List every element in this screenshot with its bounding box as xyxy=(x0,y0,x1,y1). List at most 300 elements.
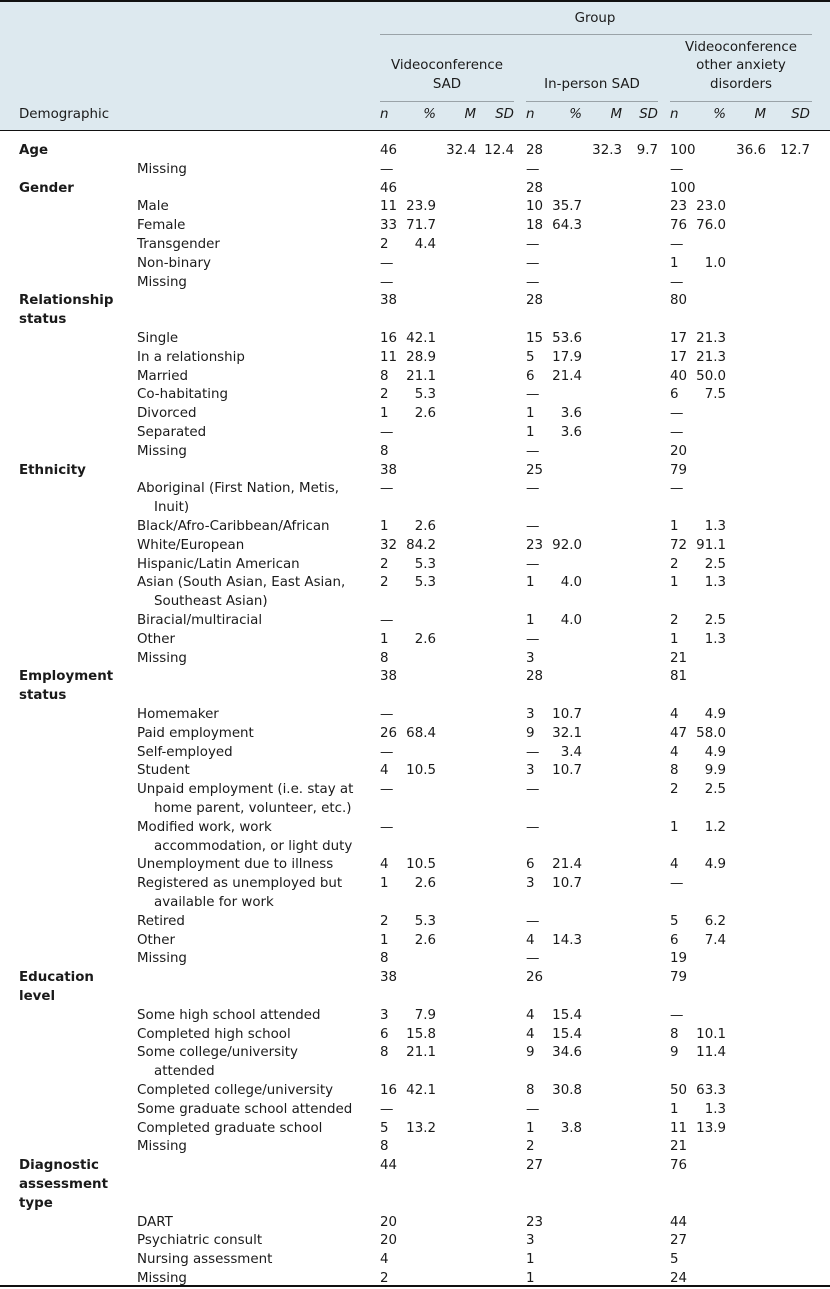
cell-value: 8 xyxy=(380,1045,389,1061)
column-header-m: M xyxy=(610,107,622,122)
cell-value: 1.3 xyxy=(704,1101,726,1117)
cell-value: 21.1 xyxy=(406,1045,436,1061)
cell-value: 21.3 xyxy=(696,349,726,365)
cell-value: 10.5 xyxy=(406,763,436,779)
cell-value: 50 xyxy=(670,1083,688,1098)
cell-value: 3.4 xyxy=(560,744,582,760)
cell-value: 23 xyxy=(526,1214,544,1230)
cell-value: 30.8 xyxy=(552,1083,582,1098)
cell-value: 2 xyxy=(380,913,389,929)
cell-value: 64.3 xyxy=(552,218,582,234)
cell-value: 2 xyxy=(670,613,679,628)
cell-value: 23 xyxy=(526,537,544,553)
cell-value: 21 xyxy=(670,1139,688,1155)
cell-value: 4 xyxy=(380,857,389,873)
group-title-line: disorders xyxy=(710,77,772,93)
column-header-pct: % xyxy=(713,107,726,122)
cell-value: 3 xyxy=(380,1007,389,1023)
cell-value: 8 xyxy=(380,951,389,967)
cell-value: 3 xyxy=(526,707,535,722)
cell-value: 5 xyxy=(670,1252,679,1268)
row-subcategory: Registered as unemployed but available for work xyxy=(137,876,343,910)
cell-value: — xyxy=(380,782,394,798)
cell-value: 2 xyxy=(526,1139,535,1155)
row-category: Relationship status xyxy=(19,293,114,328)
cell-value: 47 xyxy=(670,725,688,741)
column-header-m: M xyxy=(464,107,476,122)
cell-value: 4.9 xyxy=(704,707,726,722)
cell-value: 4 xyxy=(526,932,535,948)
bottom-rule xyxy=(0,1285,830,1287)
cell-value: 4.4 xyxy=(414,237,436,252)
cell-value: 8 xyxy=(380,368,389,384)
cell-value: 6.2 xyxy=(704,913,726,929)
cell-value: 27 xyxy=(670,1233,688,1249)
column-header-n: n xyxy=(670,107,679,122)
cell-value: 44 xyxy=(380,1158,398,1174)
group-title-line: Videoconference xyxy=(390,58,504,74)
cell-value: — xyxy=(380,481,394,497)
cell-value: 7.9 xyxy=(414,1007,436,1023)
cell-value: 1 xyxy=(670,631,679,647)
row-subcategory: Self-employed xyxy=(137,744,233,760)
cell-value: 10.7 xyxy=(552,876,582,892)
cell-value: 1 xyxy=(380,932,389,948)
group-title-line: Videoconference xyxy=(684,39,798,55)
cell-value: 1 xyxy=(526,613,535,628)
row-subcategory: Modified work, work accommodation, or light duty xyxy=(137,819,353,854)
cell-value: 46 xyxy=(380,143,398,158)
cell-value: — xyxy=(670,876,684,892)
cell-value: 32.3 xyxy=(592,143,622,158)
cell-value: — xyxy=(670,237,684,252)
cell-value: 27 xyxy=(526,1158,544,1174)
cell-value: 76.0 xyxy=(696,218,726,234)
group-title-line: other anxiety xyxy=(696,58,786,74)
cell-value: 35.7 xyxy=(552,199,582,215)
cell-value: 14.3 xyxy=(552,932,582,948)
cell-value: 11 xyxy=(670,1120,688,1136)
cell-value: 5.3 xyxy=(414,556,436,572)
row-subcategory: Black/Afro-Caribbean/African xyxy=(137,519,330,534)
cell-value: 9.7 xyxy=(636,143,658,158)
cell-value: 1 xyxy=(670,819,679,835)
cell-value: 4 xyxy=(526,1007,535,1023)
cell-value: 28 xyxy=(526,669,544,685)
cell-value: 4.9 xyxy=(704,857,726,873)
cell-value: 10.7 xyxy=(552,763,582,779)
cell-value: 28 xyxy=(526,180,544,196)
row-subcategory: Completed high school xyxy=(137,1026,291,1042)
cell-value: 76 xyxy=(670,1158,688,1174)
row-subcategory: Unemployment due to illness xyxy=(137,857,334,873)
cell-value: 5.3 xyxy=(414,913,436,929)
row-subcategory: Paid employment xyxy=(137,725,254,741)
cell-value: 38 xyxy=(380,970,398,986)
cell-value: 76 xyxy=(670,218,688,234)
cell-value: — xyxy=(526,387,540,403)
cell-value: 4.9 xyxy=(704,744,726,760)
cell-value: 1 xyxy=(526,575,535,591)
cell-value: — xyxy=(380,255,394,271)
cell-value: 5 xyxy=(526,349,535,365)
row-subcategory: Missing xyxy=(137,443,187,459)
cell-value: 12.7 xyxy=(780,143,810,158)
cell-value: 46 xyxy=(380,180,398,196)
cell-value: — xyxy=(670,481,684,497)
cell-value: 6 xyxy=(526,368,535,384)
cell-value: 9 xyxy=(526,725,535,741)
cell-value: 17 xyxy=(670,331,688,346)
row-subcategory: Married xyxy=(137,368,188,384)
cell-value: — xyxy=(526,631,540,647)
cell-value: 23.9 xyxy=(406,199,436,215)
row-subcategory: Other xyxy=(137,932,176,948)
row-subcategory: Student xyxy=(137,763,190,779)
group-underline xyxy=(380,101,514,102)
cell-value: 23 xyxy=(670,199,688,215)
row-subcategory: Separated xyxy=(137,425,207,440)
cell-value: 28.9 xyxy=(406,349,436,365)
cell-value: 8 xyxy=(526,1083,535,1098)
row-subcategory: Asian (South Asian, East Asian, Southeast Asian) xyxy=(137,575,346,610)
cell-value: 1 xyxy=(380,876,389,892)
row-subcategory: Completed college/university xyxy=(137,1083,334,1098)
cell-value: 2 xyxy=(380,575,389,591)
row-category: Age xyxy=(19,143,49,158)
cell-value: — xyxy=(526,744,540,760)
cell-value: 84.2 xyxy=(406,537,436,553)
cell-value: 4.0 xyxy=(560,575,582,591)
cell-value: 2.6 xyxy=(414,932,436,948)
cell-value: — xyxy=(380,819,394,835)
cell-value: 28 xyxy=(526,143,544,158)
row-subcategory: Transgender xyxy=(137,237,220,252)
cell-value: 3 xyxy=(526,763,535,779)
cell-value: 32 xyxy=(380,537,398,553)
row-subcategory: Aboriginal (First Nation, Metis, Inuit) xyxy=(137,481,340,516)
row-subcategory: Missing xyxy=(137,1139,187,1155)
cell-value: 26 xyxy=(526,970,544,986)
column-header-m: M xyxy=(754,107,766,122)
demographic-heading: Demographic xyxy=(19,107,110,122)
cell-value: — xyxy=(380,425,394,440)
cell-value: 4 xyxy=(380,1252,389,1268)
cell-value: 9 xyxy=(670,1045,679,1061)
row-category: Education level xyxy=(19,970,94,1004)
row-subcategory: Divorced xyxy=(137,406,197,422)
row-subcategory: Some college/university attended xyxy=(137,1045,298,1080)
cell-value: — xyxy=(526,519,540,534)
cell-value: 80 xyxy=(670,293,688,309)
cell-value: 6 xyxy=(380,1026,389,1042)
cell-value: 100 xyxy=(670,143,696,158)
cell-value: 40 xyxy=(670,368,688,384)
column-header-sd: SD xyxy=(495,107,514,122)
row-subcategory: Completed graduate school xyxy=(137,1120,323,1136)
cell-value: 20 xyxy=(380,1214,398,1230)
cell-value: 42.1 xyxy=(406,1083,436,1098)
cell-value: 33 xyxy=(380,218,398,234)
cell-value: 19 xyxy=(670,951,688,967)
cell-value: 8 xyxy=(670,1026,679,1042)
cell-value: 25 xyxy=(526,462,544,478)
cell-value: 11.4 xyxy=(696,1045,726,1061)
cell-value: 91.1 xyxy=(696,537,726,553)
cell-value: 3 xyxy=(526,650,535,666)
row-subcategory: In a relationship xyxy=(137,349,245,365)
column-header-n: n xyxy=(380,107,389,122)
cell-value: 21.4 xyxy=(552,368,582,384)
cell-value: 92.0 xyxy=(552,537,582,553)
cell-value: 1 xyxy=(526,1271,535,1286)
group-underline xyxy=(670,101,812,102)
column-header-sd: SD xyxy=(791,107,810,122)
row-subcategory: Non-binary xyxy=(137,255,211,271)
cell-value: 11 xyxy=(380,349,398,365)
row-subcategory: Some high school attended xyxy=(137,1007,321,1023)
cell-value: 1 xyxy=(380,406,389,422)
cell-value: 42.1 xyxy=(406,331,436,346)
cell-value: 1 xyxy=(380,519,389,534)
cell-value: 4 xyxy=(670,707,679,722)
cell-value: 2.6 xyxy=(414,876,436,892)
row-category: Diagnostic assessment type xyxy=(19,1158,108,1211)
cell-value: 5.3 xyxy=(414,387,436,403)
column-header-n: n xyxy=(526,107,535,122)
cell-value: 21 xyxy=(670,650,688,666)
cell-value: 21.3 xyxy=(696,331,726,346)
cell-value: — xyxy=(670,406,684,422)
cell-value: 6 xyxy=(670,932,679,948)
row-subcategory: Missing xyxy=(137,650,187,666)
column-header-sd: SD xyxy=(639,107,658,122)
row-subcategory: Homemaker xyxy=(137,707,219,722)
cell-value: — xyxy=(526,782,540,798)
cell-value: 2.5 xyxy=(704,782,726,798)
cell-value: 15.8 xyxy=(406,1026,436,1042)
cell-value: 2 xyxy=(380,237,389,252)
cell-value: 36.6 xyxy=(736,143,766,158)
cell-value: 12.4 xyxy=(484,143,514,158)
cell-value: 1 xyxy=(526,1120,535,1136)
row-subcategory: Missing xyxy=(137,1271,187,1286)
cell-value: 68.4 xyxy=(406,725,436,741)
row-subcategory: Female xyxy=(137,218,186,234)
row-subcategory: Single xyxy=(137,331,179,346)
cell-value: 11 xyxy=(380,199,398,215)
cell-value: 21.1 xyxy=(406,368,436,384)
row-subcategory: Hispanic/Latin American xyxy=(137,556,300,572)
cell-value: 4 xyxy=(670,744,679,760)
cell-value: 1 xyxy=(670,519,679,534)
cell-value: 1.0 xyxy=(704,255,726,271)
row-subcategory: DART xyxy=(137,1214,173,1230)
cell-value: — xyxy=(380,1101,394,1117)
cell-value: 5.3 xyxy=(414,575,436,591)
cell-value: 38 xyxy=(380,669,398,685)
cell-value: 1 xyxy=(670,575,679,591)
cell-value: 1 xyxy=(526,406,535,422)
cell-value: — xyxy=(526,1101,540,1117)
cell-value: — xyxy=(526,481,540,497)
cell-value: 5 xyxy=(380,1120,389,1136)
cell-value: — xyxy=(670,425,684,440)
cell-value: 3.6 xyxy=(560,406,582,422)
cell-value: 38 xyxy=(380,293,398,309)
cell-value: 1.3 xyxy=(704,575,726,591)
cell-value: 15 xyxy=(526,331,544,346)
cell-value: 2.5 xyxy=(704,613,726,628)
row-subcategory: Retired xyxy=(137,913,185,929)
cell-value: 4 xyxy=(526,1026,535,1042)
cell-value: 2 xyxy=(380,1271,389,1286)
cell-value: 16 xyxy=(380,1083,398,1098)
cell-value: 7.4 xyxy=(704,932,726,948)
cell-value: 79 xyxy=(670,970,688,986)
cell-value: 10 xyxy=(526,199,544,215)
row-subcategory: Unpaid employment (i.e. stay at home parent, volunteer, etc.) xyxy=(137,782,354,816)
cell-value: 100 xyxy=(670,180,696,196)
cell-value: 2.6 xyxy=(414,631,436,647)
cell-value: 3.6 xyxy=(560,425,582,440)
group-title-line: In-person SAD xyxy=(544,77,640,93)
cell-value: 13.2 xyxy=(406,1120,436,1136)
row-category: Employment status xyxy=(19,669,114,704)
cell-value: 34.6 xyxy=(552,1045,582,1061)
cell-value: 21.4 xyxy=(552,857,582,873)
cell-value: 44 xyxy=(670,1214,688,1230)
cell-value: 4 xyxy=(380,763,389,779)
cell-value: — xyxy=(526,819,540,835)
cell-value: 9.9 xyxy=(704,763,726,779)
cell-value: — xyxy=(670,274,684,290)
cell-value: — xyxy=(526,237,540,252)
row-subcategory: Co-habitating xyxy=(137,387,228,403)
cell-value: 16 xyxy=(380,331,398,346)
cell-value: 10.1 xyxy=(696,1026,726,1042)
cell-value: 13.9 xyxy=(696,1120,726,1136)
cell-value: 20 xyxy=(670,443,688,459)
cell-value: 2 xyxy=(670,556,679,572)
cell-value: 8 xyxy=(380,443,389,459)
cell-value: 50.0 xyxy=(696,368,726,384)
row-subcategory: Male xyxy=(137,199,169,215)
cell-value: 15.4 xyxy=(552,1026,582,1042)
cell-value: — xyxy=(670,161,684,177)
row-subcategory: Missing xyxy=(137,951,187,967)
cell-value: — xyxy=(526,255,540,271)
row-subcategory: Biracial/multiracial xyxy=(137,613,263,628)
cell-value: 8 xyxy=(670,763,679,779)
cell-value: 1 xyxy=(670,1101,679,1117)
cell-value: 2 xyxy=(380,387,389,403)
cell-value: — xyxy=(380,161,394,177)
cell-value: 71.7 xyxy=(406,218,436,234)
cell-value: 1.3 xyxy=(704,519,726,534)
cell-value: 32.4 xyxy=(446,143,476,158)
cell-value: — xyxy=(526,443,540,459)
cell-value: — xyxy=(380,744,394,760)
cell-value: 1 xyxy=(380,631,389,647)
cell-value: 32.1 xyxy=(552,725,582,741)
cell-value: 53.6 xyxy=(552,331,582,346)
cell-value: 2.5 xyxy=(704,556,726,572)
cell-value: 79 xyxy=(670,462,688,478)
group-underline xyxy=(526,101,658,102)
cell-value: 2 xyxy=(670,782,679,798)
cell-value: — xyxy=(526,556,540,572)
cell-value: 1.3 xyxy=(704,631,726,647)
row-subcategory: Some graduate school attended xyxy=(137,1101,353,1117)
cell-value: 20 xyxy=(380,1233,398,1249)
cell-value: — xyxy=(670,1007,684,1023)
cell-value: 3.8 xyxy=(560,1120,582,1136)
row-subcategory: Missing xyxy=(137,161,187,177)
cell-value: 1.2 xyxy=(704,819,726,835)
cell-value: 1 xyxy=(670,255,679,271)
cell-value: 18 xyxy=(526,218,544,234)
cell-value: 10.5 xyxy=(406,857,436,873)
cell-value: 58.0 xyxy=(696,725,726,741)
cell-value: 3 xyxy=(526,1233,535,1249)
cell-value: — xyxy=(526,161,540,177)
cell-value: 81 xyxy=(670,669,688,685)
cell-value: 24 xyxy=(670,1271,688,1286)
column-header-pct: % xyxy=(423,107,436,122)
cell-value: 38 xyxy=(380,462,398,478)
cell-value: — xyxy=(526,274,540,290)
cell-value: 9 xyxy=(526,1045,535,1061)
cell-value: 17 xyxy=(670,349,688,365)
cell-value: 1 xyxy=(526,425,535,440)
cell-value: — xyxy=(526,951,540,967)
cell-value: — xyxy=(526,913,540,929)
cell-value: 23.0 xyxy=(696,199,726,215)
cell-value: 26 xyxy=(380,725,398,741)
row-subcategory: White/European xyxy=(137,537,245,553)
cell-value: 5 xyxy=(670,913,679,929)
row-subcategory: Nursing assessment xyxy=(137,1252,273,1268)
cell-value: 7.5 xyxy=(704,387,726,403)
cell-value: 6 xyxy=(526,857,535,873)
cell-value: 4 xyxy=(670,857,679,873)
row-category: Ethnicity xyxy=(19,462,86,478)
cell-value: 2.6 xyxy=(414,519,436,534)
cell-value: — xyxy=(380,613,394,628)
row-subcategory: Psychiatric consult xyxy=(137,1233,263,1249)
cell-value: — xyxy=(380,274,394,290)
cell-value: 8 xyxy=(380,1139,389,1155)
cell-value: 4.0 xyxy=(560,613,582,628)
cell-value: 3 xyxy=(526,876,535,892)
cell-value: 72 xyxy=(670,537,688,553)
group-heading: Group xyxy=(574,11,616,26)
group-rule xyxy=(380,34,812,35)
cell-value: 2 xyxy=(380,556,389,572)
row-subcategory: Missing xyxy=(137,274,187,290)
cell-value: 10.7 xyxy=(552,707,582,722)
row-subcategory: Other xyxy=(137,631,176,647)
cell-value: 63.3 xyxy=(696,1083,726,1098)
cell-value: 8 xyxy=(380,650,389,666)
cell-value: 17.9 xyxy=(552,349,582,365)
cell-value: 6 xyxy=(670,387,679,403)
cell-value: 1 xyxy=(526,1252,535,1268)
cell-value: — xyxy=(380,707,394,722)
cell-value: 28 xyxy=(526,293,544,309)
row-category: Gender xyxy=(19,180,74,196)
